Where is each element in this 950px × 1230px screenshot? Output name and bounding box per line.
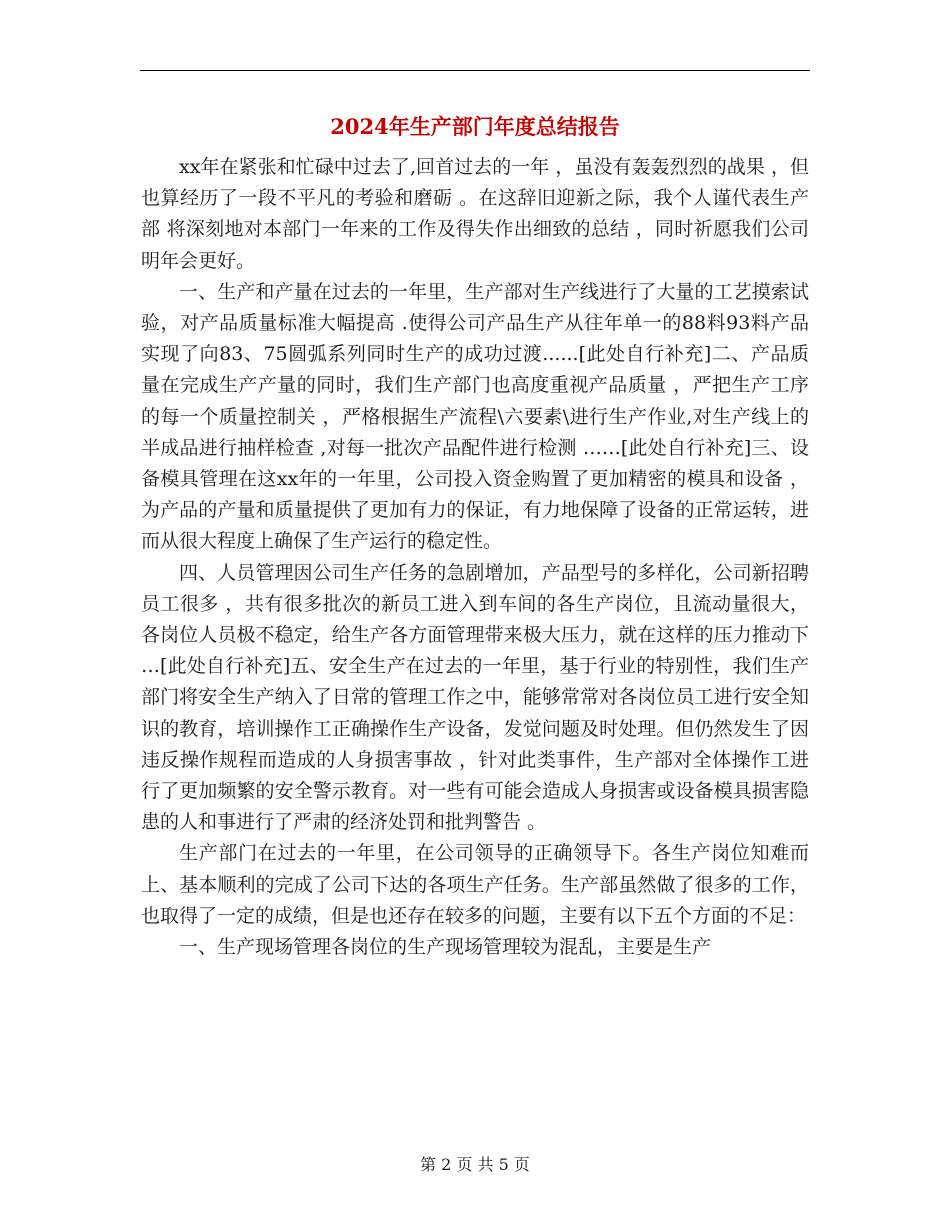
header-rule bbox=[140, 70, 810, 71]
document-body bbox=[141, 152, 809, 963]
paragraph-site-management: 一、生产现场管理各岗位的生产现场管理较为混乱，主要是生产 bbox=[179, 936, 712, 959]
paragraph-personnel-safety: 四、人员管理因公司生产任务的急剧增加，产品型号的多样化，公司新招聘员工很多 ，共有很多批次的新员工进入到车间的各生产岗位，且流动量很大，各岗位人员极不稳定，给生产各方面管理带来极大压力，就在这样的压力推动下 …[此处自行补充]五、安全生产在过去的一年里，基于行业的特别性，我们生产部门将安全生产纳入了日常的管理工作之中，能够常常对各岗位员工进行安全知识的教育，培训操作工正确操作生产设备，发觉问题及时处理。但仍然发生了因违反操作规程而造成的人身损害事故 ，针对此类事件，生产部对全体操作工进行了更加频繁的安全警示教育。对一些有可能会造成人身损害或设备模具损害隐患的人和事进行了严肃的经济处罚和批判警告 。 bbox=[141, 561, 809, 834]
paragraph-intro: xx年在紧张和忙碌中过去了,回首过去的一年 ，虽没有轰轰烈烈的战果 ，但也算经历了一段不平凡的考验和磨砺 。在这辞旧迎新之际，我个人谨代表生产部 将深刻地对本部门一年来的工作及得失作出细致的总结 ，同时祈愿我们公司明年会更好。 bbox=[141, 156, 809, 272]
document-title: 2024年生产部门年度总结报告 bbox=[330, 114, 620, 139]
paragraph-production-quality-equipment: 一、生产和产量在过去的一年里，生产部对生产线进行了大量的工艺摸索试验，对产品质量标准大幅提高 .使得公司产品生产从往年单一的88料93料产品实现了向83、75圆弧系列同时生产的成功过渡......[此处自行补充]二、产品质量在完成生产产量的同时，我们生产部门也高度重视产品质量 ，严把生产工序的每一个质量控制关 ，严格根据生产流程\六要素\进行生产作业,对生产线上的半成品进行抽样检查 ,对每一批次产品配件进行检测 ……[此处自行补充]三、设备模具管理在这xx年的一年里，公司投入资金购置了更加精密的模具和设备 ，为产品的产量和质量提供了更加有力的保证，有力地保障了设备的正常运转，进而从很大程度上确保了生产运行的稳定性。 bbox=[141, 280, 809, 553]
paragraph-summary: 生产部门在过去的一年里，在公司领导的正确领导下。各生产岗位知难而上、基本顺利的完成了公司下达的各项生产任务。生产部虽然做了很多的工作，也取得了一定的成绩，但是也还存在较多的问题，主要有以下五个方面的不足： bbox=[141, 842, 809, 927]
page-number: 第 2 页 共 5 页 bbox=[420, 1155, 530, 1174]
